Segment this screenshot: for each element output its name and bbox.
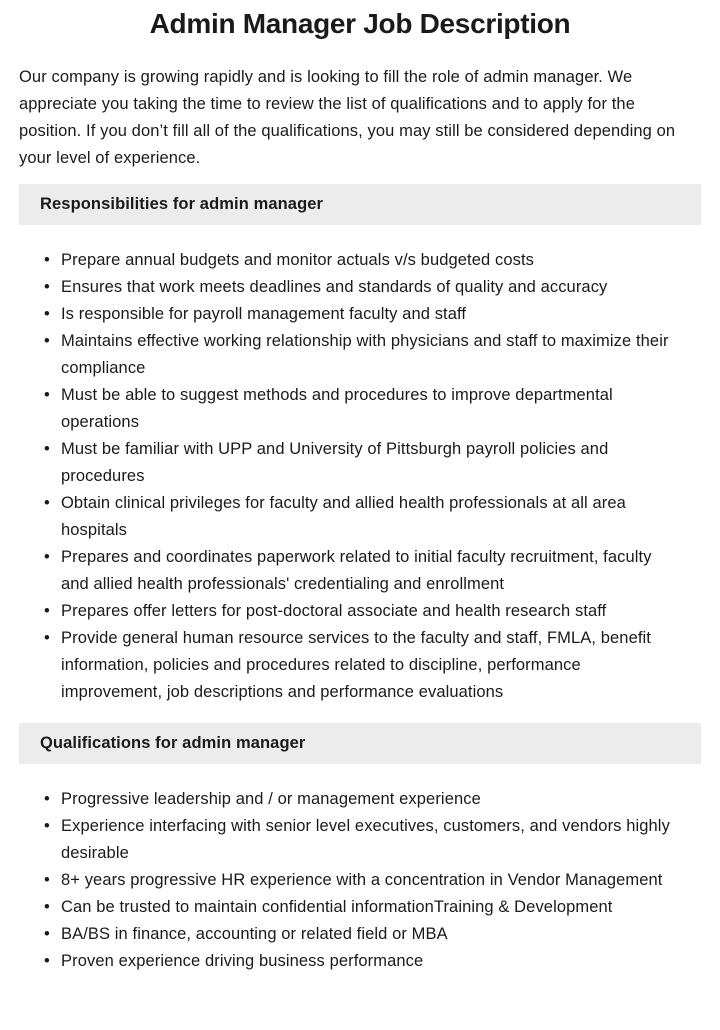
list-item: • Experience interfacing with senior level executives, customers, and vendors highly desirable bbox=[61, 813, 683, 867]
qualifications-section bbox=[19, 723, 701, 975]
section-header-responsibilities: Responsibilities for admin manager bbox=[19, 184, 701, 225]
list-item: • Maintains effective working relationship with physicians and staff to maximize their compliance bbox=[61, 328, 683, 382]
list-item: • Provide general human resource services to the faculty and staff, FMLA, benefit information, policies and procedures related to discipline, performance improvement, job descriptions and performance evaluations bbox=[61, 625, 683, 706]
list-item: • Prepares offer letters for post-doctoral associate and health research staff bbox=[61, 598, 683, 625]
list-item: • Is responsible for payroll management faculty and staff bbox=[61, 301, 683, 328]
list-item: • Must be familiar with UPP and University of Pittsburgh payroll policies and procedures bbox=[61, 436, 683, 490]
list-item: • Prepares and coordinates paperwork related to initial faculty recruitment, faculty and allied health professionals' credentialing and enrollment bbox=[61, 544, 683, 598]
list-item: • Progressive leadership and / or management experience bbox=[61, 786, 683, 813]
qualifications-list bbox=[19, 786, 701, 975]
list-item: • Must be able to suggest methods and procedures to improve departmental operations bbox=[61, 382, 683, 436]
list-item: • Ensures that work meets deadlines and standards of quality and accuracy bbox=[61, 274, 683, 301]
list-item: • Proven experience driving business performance bbox=[61, 948, 683, 975]
section-header-qualifications: Qualifications for admin manager bbox=[19, 723, 701, 764]
intro-paragraph: Our company is growing rapidly and is looking to fill the role of admin manager. We appreciate you taking the time to review the list of qualifications and to apply for the position. If you don’t fill all of the qualifications, you may still be considered depending on your level of experience. bbox=[19, 68, 676, 167]
list-item: • BA/BS in finance, accounting or related field or MBA bbox=[61, 921, 683, 948]
responsibilities-section bbox=[19, 184, 701, 706]
list-item: • Obtain clinical privileges for faculty and allied health professionals at all area hospitals bbox=[61, 490, 683, 544]
responsibilities-list bbox=[19, 247, 701, 706]
list-item: • 8+ years progressive HR experience with a concentration in Vendor Management bbox=[61, 867, 683, 894]
page-title: Admin Manager Job Description bbox=[149, 8, 571, 39]
list-item: • Prepare annual budgets and monitor actuals v/s budgeted costs bbox=[61, 247, 683, 274]
list-item: • Can be trusted to maintain confidential informationTraining & Development bbox=[61, 894, 683, 921]
